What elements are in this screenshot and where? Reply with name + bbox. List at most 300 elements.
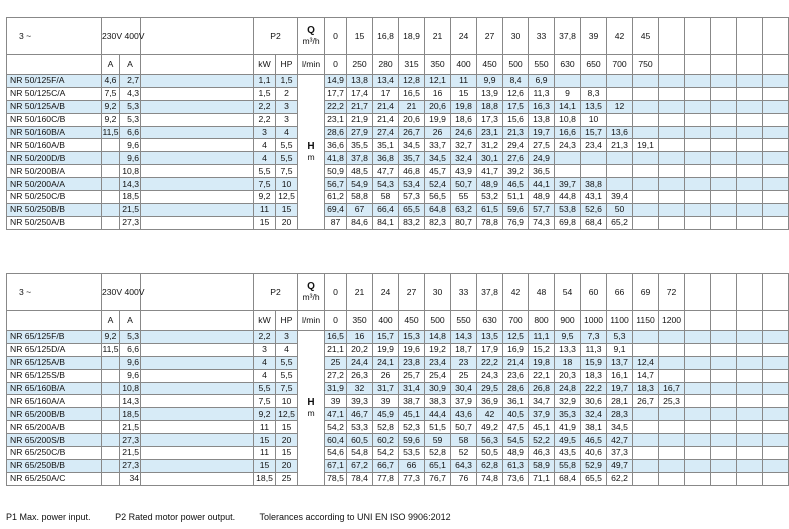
- head-value: 28,1: [607, 395, 633, 408]
- head-value: [633, 203, 659, 216]
- head-value: [711, 87, 737, 100]
- footer-tolerance-note: Tolerances according to UNI EN ISO 9906:2012: [259, 512, 451, 522]
- voltage-header: [102, 274, 145, 311]
- spacer-cell: [141, 459, 254, 472]
- head-value: 52: [451, 447, 477, 460]
- head-value: 59: [425, 434, 451, 447]
- head-value: [737, 421, 763, 434]
- head-value: [659, 447, 685, 460]
- head-value: 19,8: [451, 100, 477, 113]
- head-value: 14,7: [633, 369, 659, 382]
- head-value: [633, 152, 659, 165]
- head-value: 37,9: [529, 408, 555, 421]
- model-name: NR 65/160B/A: [7, 382, 102, 395]
- head-value: [659, 434, 685, 447]
- amp-400-unit: A: [120, 311, 141, 331]
- head-value: [711, 165, 737, 178]
- spacer-cell: [141, 87, 254, 100]
- head-value: 52,2: [529, 434, 555, 447]
- head-value: 9: [555, 87, 581, 100]
- head-value: 20,6: [399, 113, 425, 126]
- head-value: [685, 178, 711, 191]
- power-hp: 2: [276, 87, 298, 100]
- head-value: 19,9: [373, 343, 399, 356]
- head-value: [763, 421, 789, 434]
- q-lmin-value: [763, 55, 789, 75]
- head-value: [659, 139, 685, 152]
- q-m3h-value: [685, 18, 711, 55]
- q-m3h-value: 39: [581, 18, 607, 55]
- q-header: [298, 274, 325, 311]
- head-value: [763, 216, 789, 229]
- table-row: [7, 408, 789, 421]
- head-value: 45,7: [425, 165, 451, 178]
- head-value: 54,9: [347, 178, 373, 191]
- table-row: [7, 216, 789, 229]
- head-value: 8,3: [581, 87, 607, 100]
- head-value: [737, 343, 763, 356]
- head-value: [633, 87, 659, 100]
- head-value: 11,1: [529, 331, 555, 344]
- current-230v: 7,5: [102, 87, 120, 100]
- q-lmin-value: [685, 55, 711, 75]
- model-name: NR 50/160B/A: [7, 126, 102, 139]
- model-name: NR 50/200A/A: [7, 178, 102, 191]
- head-value: [737, 395, 763, 408]
- head-value: 15,6: [503, 113, 529, 126]
- head-value: 73,6: [503, 472, 529, 485]
- footer-p1-note: P1 Max. power input.: [6, 512, 91, 522]
- head-value: [711, 331, 737, 344]
- head-value: [763, 87, 789, 100]
- head-value: 46,3: [529, 447, 555, 460]
- q-m3h-value: 15: [347, 18, 373, 55]
- power-kw: 2,2: [254, 331, 276, 344]
- q-m3h-value: 27: [399, 274, 425, 311]
- spacer-cell: [141, 203, 254, 216]
- table-row: [7, 369, 789, 382]
- head-value: 18,3: [633, 382, 659, 395]
- q-m3h-value: 60: [581, 274, 607, 311]
- head-value: [763, 447, 789, 460]
- power-kw: 7,5: [254, 395, 276, 408]
- head-value: 18,6: [451, 113, 477, 126]
- head-value: [633, 165, 659, 178]
- q-m3h-value: 37,8: [555, 18, 581, 55]
- head-value: 36,8: [373, 152, 399, 165]
- head-value: 62,8: [477, 459, 503, 472]
- head-value: [685, 75, 711, 88]
- model-name: NR 50/250B/B: [7, 203, 102, 216]
- head-value: 53,5: [399, 447, 425, 460]
- head-value: 54,5: [503, 434, 529, 447]
- head-value: 61,2: [325, 191, 347, 204]
- p2-header: [254, 18, 298, 55]
- head-value: [685, 356, 711, 369]
- spacer-cell: [141, 408, 254, 421]
- head-value: [685, 447, 711, 460]
- power-kw: 7,5: [254, 178, 276, 191]
- head-value: 78,4: [347, 472, 373, 485]
- spacer-cell: [141, 356, 254, 369]
- power-kw: 2,2: [254, 113, 276, 126]
- q-m3h-value: 18,9: [399, 18, 425, 55]
- table-row: [7, 191, 789, 204]
- head-value: 54,3: [373, 178, 399, 191]
- head-value: 23,4: [581, 139, 607, 152]
- head-value: 71,1: [529, 472, 555, 485]
- head-value: 20,3: [555, 369, 581, 382]
- head-value: 18,3: [581, 369, 607, 382]
- head-value: 48,9: [503, 447, 529, 460]
- head-value: [633, 75, 659, 88]
- head-value: 13,5: [581, 100, 607, 113]
- head-value: [607, 87, 633, 100]
- head-value: 39,3: [347, 395, 373, 408]
- head-value: 13,7: [607, 356, 633, 369]
- head-value: 50: [607, 203, 633, 216]
- head-value: 18: [555, 356, 581, 369]
- head-value: 36,1: [503, 395, 529, 408]
- model-name: NR 65/250A/C: [7, 472, 102, 485]
- head-value: 84,6: [347, 216, 373, 229]
- head-value: 34,5: [425, 152, 451, 165]
- head-value: [737, 203, 763, 216]
- head-value: 49,5: [555, 434, 581, 447]
- head-value: 69,4: [325, 203, 347, 216]
- q-m3h-value: 48: [529, 274, 555, 311]
- amp-230-unit: A: [102, 55, 120, 75]
- head-value: 59,6: [399, 434, 425, 447]
- head-value: [633, 408, 659, 421]
- head-value: 43,6: [451, 408, 477, 421]
- current-230v: 11,5: [102, 344, 119, 355]
- head-value: [659, 113, 685, 126]
- head-value: 52,3: [399, 421, 425, 434]
- q-m3h-value: 42: [503, 274, 529, 311]
- head-value: [763, 100, 789, 113]
- current-400v: 6,6: [120, 126, 141, 139]
- head-value: 32: [347, 382, 373, 395]
- current-230v: [102, 408, 120, 421]
- head-value: [711, 139, 737, 152]
- head-value: 68,4: [581, 216, 607, 229]
- head-value: [763, 113, 789, 126]
- head-value: [737, 191, 763, 204]
- head-value: [659, 369, 685, 382]
- head-value: 58: [451, 434, 477, 447]
- head-value: 27,6: [503, 152, 529, 165]
- pump-table-nr50: [6, 17, 789, 230]
- head-value: 21,3: [503, 126, 529, 139]
- head-value: [737, 459, 763, 472]
- head-value: 43,9: [451, 165, 477, 178]
- current-400v: 27,3: [120, 216, 141, 229]
- current-400v: 18,5: [120, 191, 141, 204]
- head-value: 21,4: [503, 356, 529, 369]
- head-value: 38,3: [425, 395, 451, 408]
- head-value: 53,8: [555, 203, 581, 216]
- current-400v: 10,8: [120, 165, 141, 178]
- head-value: 16,5: [399, 87, 425, 100]
- head-value: [633, 472, 659, 485]
- head-value: 12,4: [633, 356, 659, 369]
- head-value: 13,5: [477, 331, 503, 344]
- q-m3h-value: 37,8: [477, 274, 503, 311]
- head-value: 41,9: [555, 421, 581, 434]
- head-value: 31,7: [373, 382, 399, 395]
- head-value: 47,5: [503, 421, 529, 434]
- head-value: [685, 191, 711, 204]
- head-value: [685, 472, 711, 485]
- head-value: 15,7: [581, 126, 607, 139]
- head-value: [763, 395, 789, 408]
- head-value: [737, 382, 763, 395]
- current-400v: 21,5: [120, 447, 141, 460]
- head-value: 37,9: [451, 395, 477, 408]
- current-400v: 21,5: [120, 421, 141, 434]
- head-value: 74,8: [477, 472, 503, 485]
- head-value: 17,9: [477, 343, 503, 356]
- q-m3h-value: 21: [425, 18, 451, 55]
- head-value: 65,1: [425, 459, 451, 472]
- q-m3h-value: 24: [373, 274, 399, 311]
- head-value: [763, 434, 789, 447]
- model-name: NR 50/125A/B: [7, 100, 102, 113]
- head-value: [607, 165, 633, 178]
- head-value: [659, 178, 685, 191]
- head-value: [711, 203, 737, 216]
- q-lmin-value: 550: [529, 55, 555, 75]
- current-400v: 9,6: [120, 369, 141, 382]
- spacer-cell: [141, 165, 254, 178]
- head-value: 48,5: [347, 165, 373, 178]
- q-lmin-value: [659, 55, 685, 75]
- q-lmin-value: 450: [399, 311, 425, 331]
- current-230v: [102, 191, 120, 204]
- head-value: [737, 100, 763, 113]
- kw-unit: kW: [254, 55, 276, 75]
- head-value: 25,7: [399, 369, 425, 382]
- head-value: 49,7: [607, 459, 633, 472]
- hp-unit: HP: [276, 55, 298, 75]
- head-value: 53,2: [477, 191, 503, 204]
- model-name: NR 65/200S/B: [7, 434, 102, 447]
- head-value: 41,7: [477, 165, 503, 178]
- head-value: 13,8: [347, 75, 373, 88]
- head-value: 27,4: [373, 126, 399, 139]
- head-value: 28,6: [503, 382, 529, 395]
- q-m3h-value: 33: [451, 274, 477, 311]
- q-lmin-value: 500: [503, 55, 529, 75]
- q-m3h-value: 72: [659, 274, 685, 311]
- q-m3h-value: [711, 18, 737, 55]
- head-value: [685, 152, 711, 165]
- q-lmin-value: 1100: [607, 311, 633, 331]
- head-value: [633, 113, 659, 126]
- table-row: [7, 395, 789, 408]
- q-m3h-value: [763, 18, 789, 55]
- current-230v: 9,2: [102, 113, 120, 126]
- head-value: 38,7: [399, 395, 425, 408]
- head-value: 17,3: [477, 113, 503, 126]
- voltage-230-label: 230V: [102, 286, 123, 297]
- power-kw: 18,5: [254, 472, 276, 485]
- head-value: 17,7: [325, 87, 347, 100]
- current-230v: 9,2: [102, 331, 120, 344]
- head-value: [685, 434, 711, 447]
- head-value: 14,9: [325, 75, 347, 88]
- q-lmin-value: 700: [503, 311, 529, 331]
- head-value: [685, 382, 711, 395]
- table-row: [7, 113, 789, 126]
- head-value: [659, 408, 685, 421]
- table-row: [7, 459, 789, 472]
- head-value: 57,7: [529, 203, 555, 216]
- power-hp: 10: [276, 178, 298, 191]
- head-value: 27,2: [325, 369, 347, 382]
- head-value: 52,8: [373, 421, 399, 434]
- q-lmin-value: [737, 311, 763, 331]
- head-value: 41,8: [325, 152, 347, 165]
- q-m3h-value: [685, 274, 711, 311]
- head-value: [685, 216, 711, 229]
- q-lmin-value: [737, 55, 763, 75]
- head-value: 34,7: [529, 395, 555, 408]
- q-lmin-value: 630: [477, 311, 503, 331]
- q-m3h-value: 45: [633, 18, 659, 55]
- head-value: [659, 126, 685, 139]
- head-value: [711, 178, 737, 191]
- head-value: 29,4: [503, 139, 529, 152]
- head-value: 83,2: [399, 216, 425, 229]
- head-value: [763, 331, 789, 344]
- q-m3h-value: 30: [425, 274, 451, 311]
- table-row: [7, 382, 789, 395]
- head-value: 87: [325, 216, 347, 229]
- head-value: 65,5: [581, 472, 607, 485]
- current-400v: 34: [120, 472, 141, 485]
- power-kw: 11: [254, 421, 276, 434]
- head-value: [555, 165, 581, 178]
- power-hp: 20: [276, 434, 298, 447]
- spacer-cell: [141, 395, 254, 408]
- model-header-blank: [7, 311, 102, 331]
- q-m3h-value: 69: [633, 274, 659, 311]
- current-230v: [102, 152, 120, 165]
- head-value: 28,6: [325, 126, 347, 139]
- power-kw: 5,5: [254, 165, 276, 178]
- power-hp: 12,5: [276, 191, 298, 204]
- head-value: 46,5: [503, 178, 529, 191]
- q-lmin-value: 750: [633, 55, 659, 75]
- head-value: 15,3: [399, 331, 425, 344]
- q-lmin-value: 450: [477, 55, 503, 75]
- h-unit: m: [307, 151, 315, 162]
- q-m3h-value: 33: [529, 18, 555, 55]
- head-value: 19,8: [529, 356, 555, 369]
- head-value: [737, 434, 763, 447]
- head-value: 76,7: [425, 472, 451, 485]
- head-value: 77,3: [399, 472, 425, 485]
- model-name: NR 50/160C/B: [7, 113, 102, 126]
- q-lmin-value: [763, 311, 789, 331]
- head-value: 26,7: [633, 395, 659, 408]
- power-hp: 3: [276, 100, 298, 113]
- power-hp: 20: [276, 459, 298, 472]
- model-name: NR 50/200D/B: [7, 152, 102, 165]
- q-label: Q: [307, 25, 315, 36]
- head-value: [685, 100, 711, 113]
- hp-unit: HP: [276, 311, 298, 331]
- head-value: 78,8: [477, 216, 503, 229]
- head-value: 51,5: [425, 421, 451, 434]
- head-value: 32,7: [451, 139, 477, 152]
- q-lmin-value: 1000: [581, 311, 607, 331]
- q-lmin-value: 350: [347, 311, 373, 331]
- q-lmin-value: 900: [555, 311, 581, 331]
- table-row: [7, 126, 789, 139]
- power-kw: 4: [254, 369, 276, 382]
- head-value: [737, 165, 763, 178]
- current-400v: 18,5: [120, 408, 141, 421]
- head-value: 24,6: [451, 126, 477, 139]
- q-lmin-value: 1150: [633, 311, 659, 331]
- current-230v: [102, 203, 120, 216]
- table-row: [7, 100, 789, 113]
- current-230v: [102, 459, 120, 472]
- head-value: [711, 408, 737, 421]
- q-m3h-value: [737, 18, 763, 55]
- head-value: 13,9: [477, 87, 503, 100]
- head-value: 8,4: [503, 75, 529, 88]
- power-hp: 4: [276, 343, 298, 356]
- q-unit-lmin: l/min: [298, 55, 325, 75]
- spacer-cell: [141, 75, 254, 88]
- amp-400-unit: A: [120, 55, 141, 75]
- head-value: [763, 75, 789, 88]
- head-value: 52,9: [581, 459, 607, 472]
- q-lmin-value: 800: [529, 311, 555, 331]
- current-230v: [102, 447, 120, 460]
- current-230v: [102, 178, 120, 191]
- head-value: [659, 165, 685, 178]
- model-name: NR 65/250B/B: [7, 459, 102, 472]
- head-value: [737, 126, 763, 139]
- head-value: 80,7: [451, 216, 477, 229]
- power-kw: 9,2: [254, 191, 276, 204]
- head-value: 35,7: [399, 152, 425, 165]
- head-value: [737, 178, 763, 191]
- head-value: 19,9: [425, 113, 451, 126]
- table-row: [7, 331, 789, 344]
- head-value: [711, 343, 737, 356]
- head-value: 44,4: [425, 408, 451, 421]
- head-value: [607, 152, 633, 165]
- head-value: [763, 382, 789, 395]
- q-m3h-value: [763, 274, 789, 311]
- head-value: 13,8: [529, 113, 555, 126]
- q-lmin-value: 0: [325, 55, 347, 75]
- head-value: 61,3: [503, 459, 529, 472]
- head-value: 9,5: [555, 331, 581, 344]
- spacer-cell: [141, 55, 254, 75]
- head-value: 21,9: [347, 113, 373, 126]
- amp-230-unit: A: [102, 311, 120, 331]
- q-m3h-value: 30: [503, 18, 529, 55]
- head-value: [711, 421, 737, 434]
- head-value: 56,3: [477, 434, 503, 447]
